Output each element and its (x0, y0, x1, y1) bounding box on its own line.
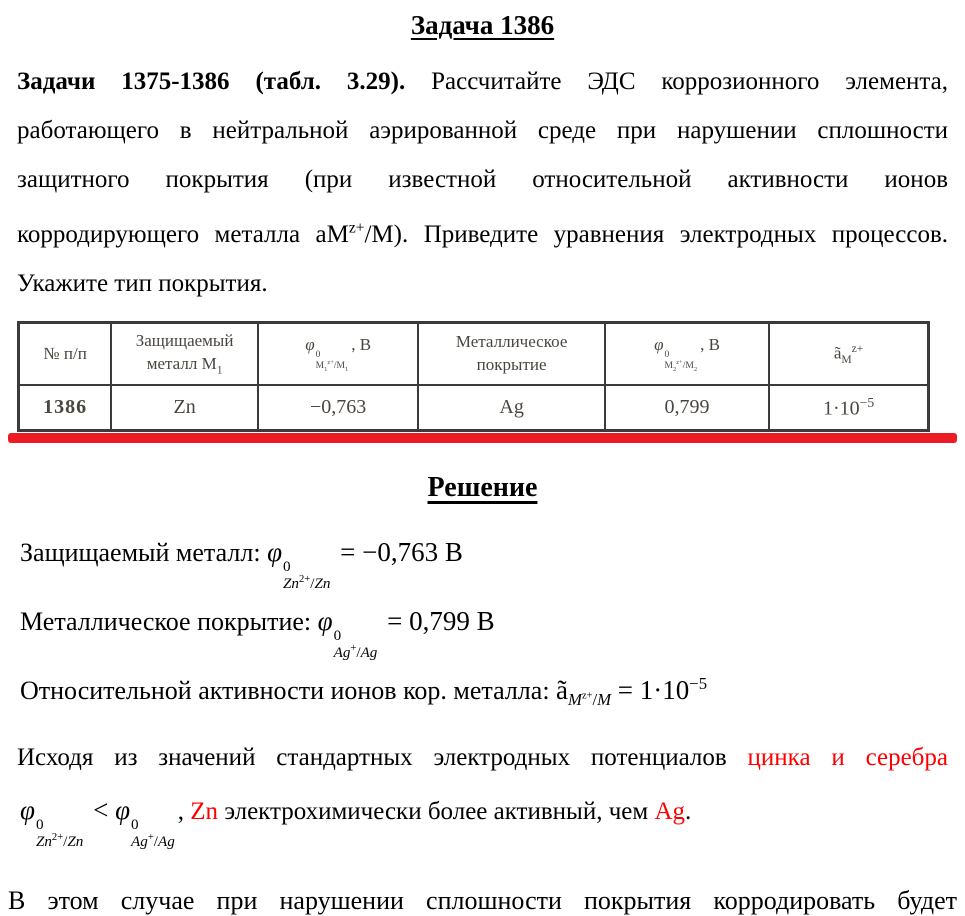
header-cell-coating: Металлическое покрытие (418, 323, 605, 385)
table-header-row (19, 323, 929, 385)
comparison-ag-red: Ag (654, 797, 686, 825)
intro-paragraph (17, 57, 948, 308)
intro-body-text: Рассчитайте ЭДС коррозионного элемента, работающего в нейтральной аэрированной среде при нарушении сплошности защитного покрытия (при известной относительной активности ионов корродирующего металла $аМ^{z+}/М$). Приведите уравнения электродных процессов. Укажите тип покрытия. (17, 68, 949, 298)
page-title-text: Задача 1386 (410, 10, 555, 40)
problems-table (17, 321, 930, 432)
cell-metal1: Zn (111, 385, 258, 431)
comparison-line (20, 795, 948, 850)
solution-line2-label: Металлическое покрытие: (20, 607, 318, 637)
comparison-period: . (685, 797, 692, 825)
header-cell-activity: $ã_М^{z+}$ (769, 323, 928, 385)
solution-heading-text: Решение (427, 472, 538, 504)
comparison-middle-text: электрохимически более активный, чем (218, 797, 655, 825)
cell-phi2-value: 0,799 (605, 385, 769, 431)
cell-problem-number: 1386 (19, 385, 112, 431)
intro-bold-lead: Задачи 1375-1386 (табл. 3.29). (17, 68, 406, 95)
solution-line-activity (20, 674, 965, 710)
solution-line1-label: Защищаемый металл: (20, 538, 268, 568)
red-divider (8, 433, 957, 443)
page-title (0, 8, 965, 42)
solution-line3-label: Относительной активности ионов кор. металла: (20, 675, 557, 705)
table-row (19, 385, 929, 431)
cell-phi1-value: −0,763 (258, 385, 418, 431)
closing-black-text: Исходя из значений стандартных электродных потенциалов (17, 743, 748, 771)
cell-coating: Ag (418, 385, 605, 431)
header-cell-protected-metal: Защищаемый металл $М_1$ (111, 323, 258, 385)
solution-line2-formula: φ 0 Ag+/Ag = 0,799 В (317, 606, 495, 662)
solution-heading (0, 471, 965, 505)
solution-line-coating (20, 606, 965, 661)
cell-activity-value: $1\cdot 10^{-5}$ (769, 385, 928, 431)
solution-line3-formula: $ã_{M^{z+}/M} = 1\cdot 10^{-5}$ (556, 673, 708, 709)
cutoff-paragraph: В этом случае при нарушении сплошности покрытия корродировать будет (8, 886, 957, 915)
comparison-zn-red: Zn (190, 797, 219, 825)
header-cell-phi2: φ 0 $М_2^{z+}/М_2$ , В (605, 323, 769, 385)
solution-line-protected-metal (20, 537, 965, 592)
header-cell-number: № п/п (19, 323, 112, 385)
comparison-formula: φ 0 $Zn^{2+}/Zn$ < φ 0 Ag+/Ag (20, 794, 175, 850)
comparison-separator: , (177, 797, 191, 825)
document-page (0, 8, 965, 915)
closing-paragraph (17, 740, 948, 775)
solution-line1-formula: φ 0 $Zn^{2+}/Zn$ = −0,763 В (267, 537, 463, 593)
header-cell-phi1: φ 0 $М_1^{z+}/М_1$ , В (258, 323, 418, 385)
closing-red-text: цинка и серебра (747, 743, 948, 771)
